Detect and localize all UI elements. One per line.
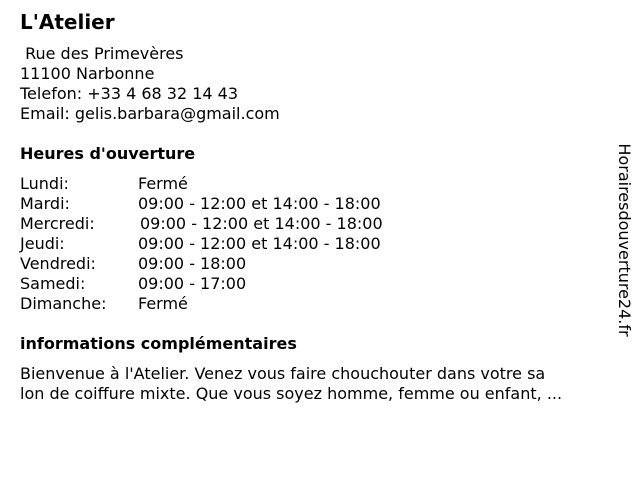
street-address: Rue des Primevères — [20, 44, 184, 63]
day-label: Mardi: — [20, 194, 70, 213]
contact-block — [20, 44, 280, 124]
additional-info-heading: informations complémentaires — [20, 334, 297, 353]
hours-value: 09:00 - 12:00 et 14:00 - 18:00 — [140, 214, 383, 233]
hours-value: 09:00 - 12:00 et 14:00 - 18:00 — [138, 194, 381, 213]
business-description — [20, 364, 620, 404]
day-label: Vendredi: — [20, 254, 96, 273]
day-label: Samedi: — [20, 274, 86, 293]
day-label: Jeudi: — [20, 234, 65, 253]
hours-value: Fermé — [138, 294, 188, 313]
hours-value: 09:00 - 17:00 — [138, 274, 247, 293]
site-watermark: Horairesdouverture24.fr — [615, 143, 634, 337]
description-line: Bienvenue à l'Atelier. Venez vous faire chouchouter dans votre sa — [20, 364, 546, 383]
day-label: Mercredi: — [20, 214, 95, 233]
hours-value: Fermé — [138, 174, 188, 193]
description-line: lon de coiffure mixte. Que vous soyez homme, femme ou enfant, ... — [20, 384, 563, 403]
day-label: Lundi: — [20, 174, 69, 193]
business-name: L'Atelier — [20, 10, 115, 34]
hours-value: 09:00 - 12:00 et 14:00 - 18:00 — [138, 234, 381, 253]
hours-value: 09:00 - 18:00 — [138, 254, 247, 273]
phone-number: Telefon: +33 4 68 32 14 43 — [20, 84, 239, 103]
email-address: Email: gelis.barbara@gmail.com — [20, 104, 280, 123]
city-postal: 11100 Narbonne — [20, 64, 155, 83]
opening-hours-heading: Heures d'ouverture — [20, 144, 196, 163]
day-label: Dimanche: — [20, 294, 107, 313]
